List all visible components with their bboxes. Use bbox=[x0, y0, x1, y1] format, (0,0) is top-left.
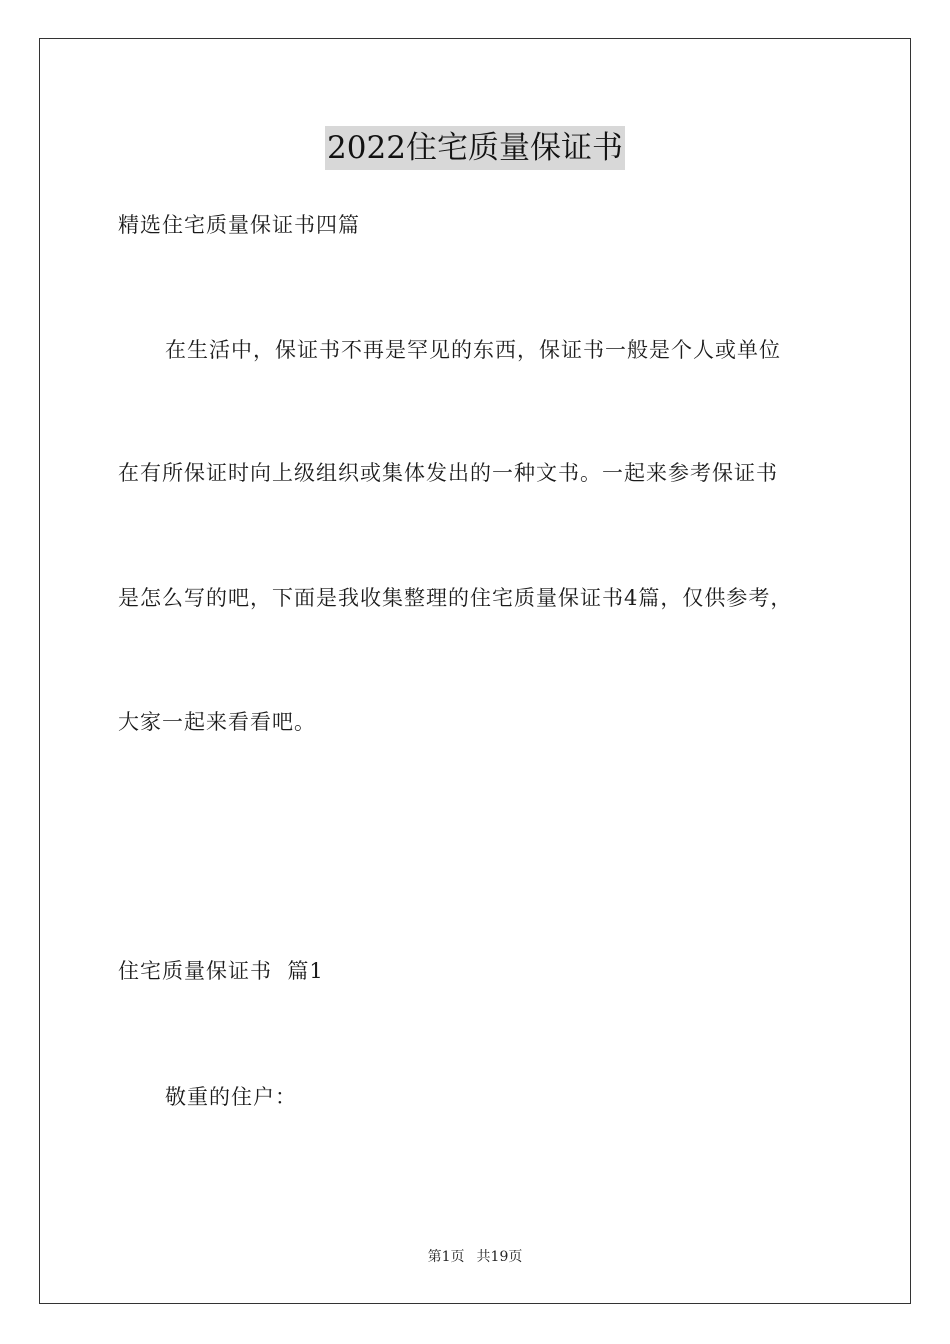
section-heading: 住宅质量保证书 篇1 bbox=[118, 959, 324, 983]
salutation: 敬重的住户： bbox=[165, 1085, 297, 1109]
page-number-current: 第1页 bbox=[427, 1249, 465, 1265]
document-title: 2022住宅质量保证书 bbox=[325, 126, 625, 170]
intro-line-4: 大家一起来看看吧。 bbox=[118, 710, 316, 734]
title-container bbox=[0, 126, 950, 170]
intro-line-1: 在生活中，保证书不再是罕见的东西，保证书一般是个人或单位 bbox=[165, 338, 781, 362]
page-number-total: 共19页 bbox=[476, 1249, 523, 1265]
page-footer bbox=[0, 1247, 950, 1267]
intro-line-3: 是怎么写的吧，下面是我收集整理的住宅质量保证书4篇，仅供参考， bbox=[118, 586, 793, 610]
document-subtitle: 精选住宅质量保证书四篇 bbox=[118, 213, 360, 237]
intro-line-2: 在有所保证时向上级组织或集体发出的一种文书。一起来参考保证书 bbox=[118, 461, 778, 485]
